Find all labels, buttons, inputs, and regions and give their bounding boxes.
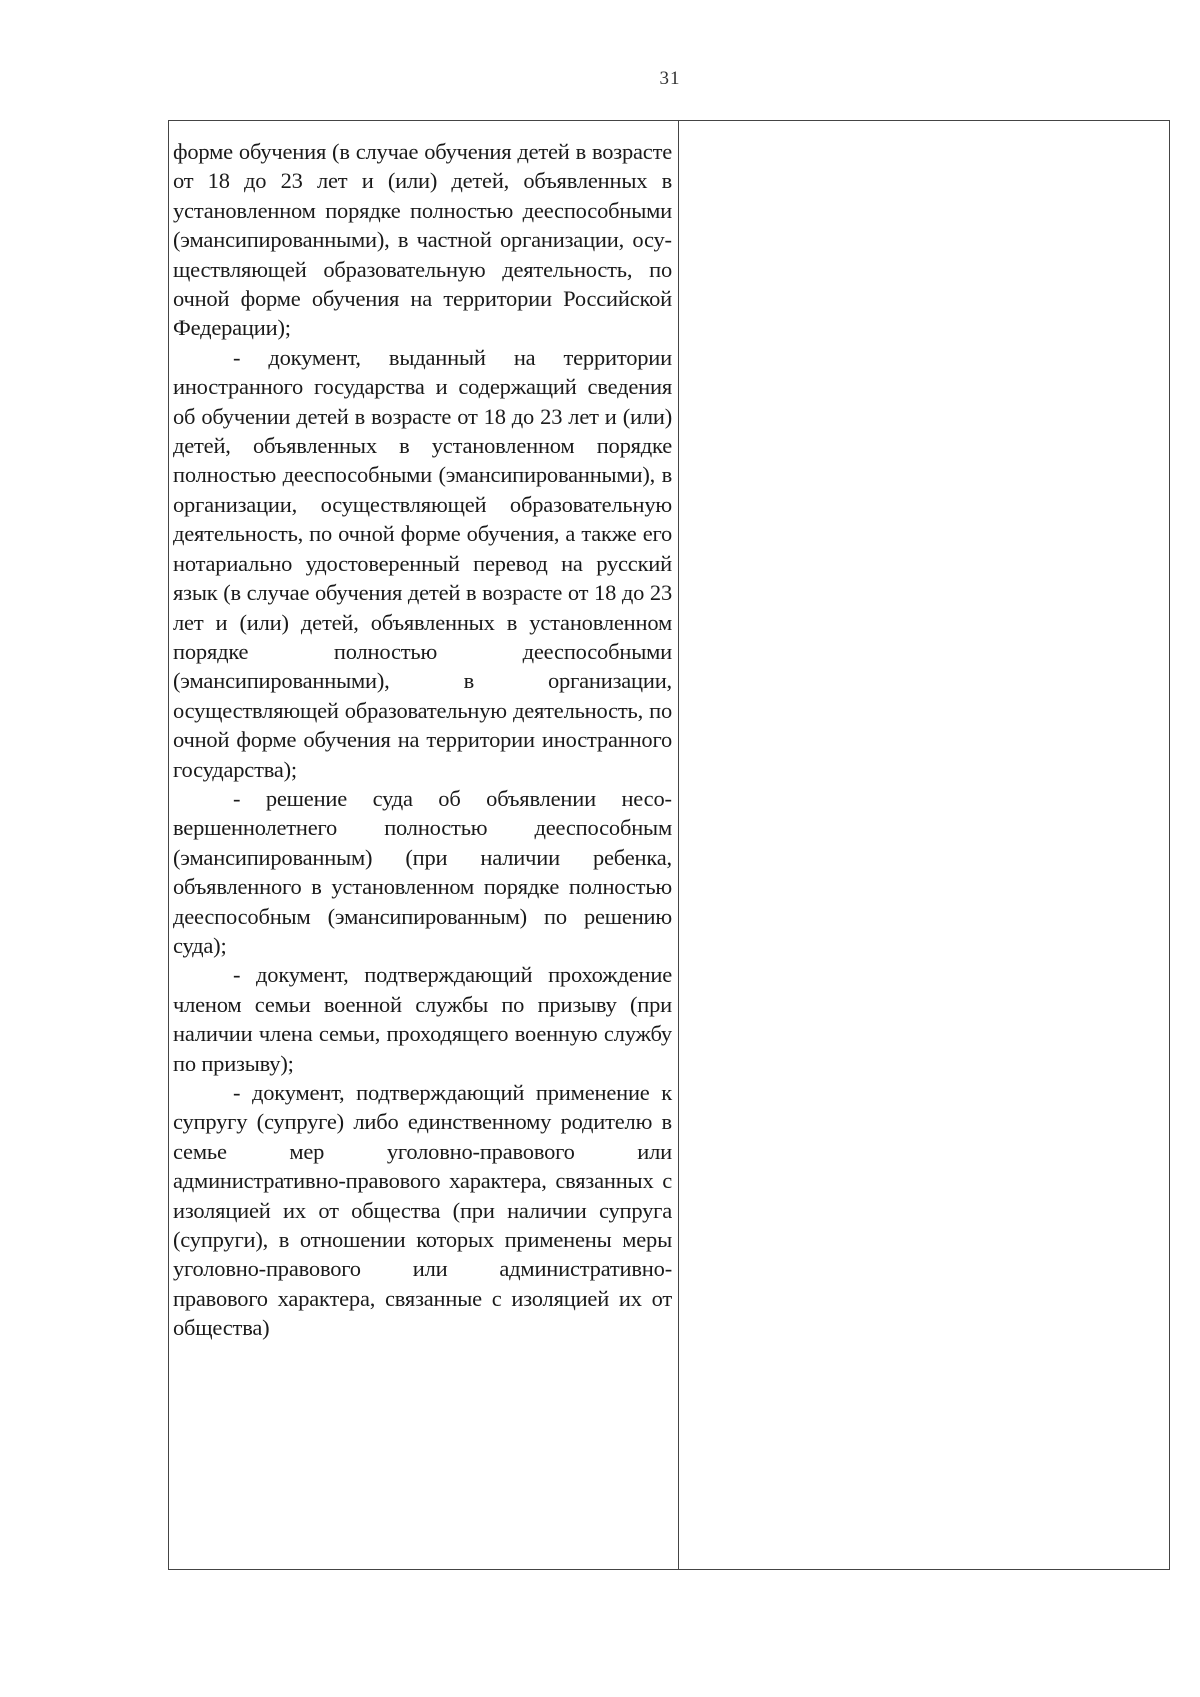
page-number: 31 [659,68,681,89]
paragraph-foreign-document: - документ, выданный на территории иностранного государства и содержащий сведения об обучении детей в возрасте от 18 до 23 лет и (или) детей, объявленных в установленном порядке полностью дееспособными (эмансипированными), в организации, осуществляющей образовательную деятельность, по очной форме обучения, а также его нотариально удостоверенный перевод на русский язык (в случае обучения детей в возрасте от 18 до 23 лет и (или) детей, объявленных в установленном порядке полностью дееспособными (эмансипированными), в организации, осуществляющей образовательную деятельность, по очной форме обучения на территории иностранного государства); [173,344,672,782]
paragraph-study-form: форме обучения (в случае обучения детей в возрасте от 18 до 23 лет и (или) детей, объявленных в установленном порядке полностью дееспособными (эмансипированными), в частной организации, осуществляющей образовательную деятельность, по очной форме обучения на территории Российской Федерации); [173,139,672,341]
paragraph-military-service: - документ, подтверждающий прохождение членом семьи военной службы по призыву (при наличии члена семьи, проходящего военную службу по призыву); [173,962,672,1076]
paragraph-criminal-measures: - документ, подтверждающий применение к супругу (супруге) либо единственному родителю в семье мер уголовно-правового или административно-правового характера, связанных с изоляцией их от общества (при наличии супруга (супруги), в отношении которых применены меры уголовно-правового или административно-правового характера, связанные с изоляцией их от общества) [173,1080,672,1341]
table-cell-left [169,121,679,1569]
paragraph-court-decision: - решение суда об объявлении несовершеннолетнего полностью дееспособным (эмансипированным) (при наличии ребенка, объявленного в установленном порядке полностью дееспособным (эмансипированным) по решению суда); [173,785,672,958]
document-table [168,120,1170,1570]
table-cell-right [679,121,1169,1569]
